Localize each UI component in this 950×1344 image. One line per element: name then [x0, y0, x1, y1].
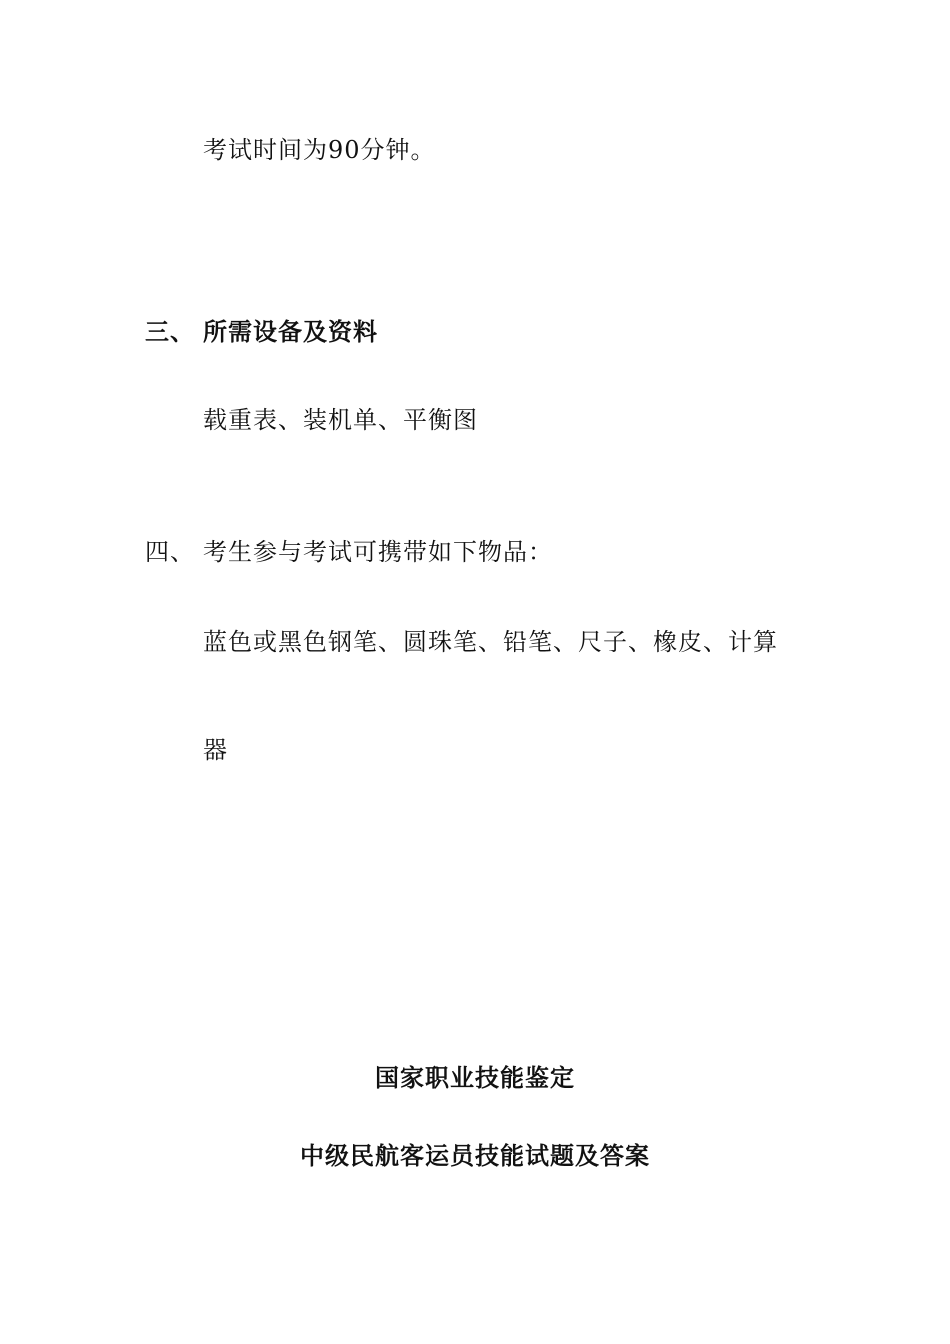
section-3-title: 所需设备及资料: [203, 317, 378, 346]
exam-time-text: 考试时间为90分钟。: [203, 136, 436, 164]
footer-title-2: 中级民航客运员技能试题及答案: [300, 1141, 650, 1170]
footer-title-1: 国家职业技能鉴定: [375, 1063, 575, 1092]
section-3-content: 载重表、装机单、平衡图: [203, 406, 478, 434]
section-4-number: 四、: [145, 538, 195, 566]
section-4-content-line-1: 蓝色或黑色钢笔、圆珠笔、铅笔、尺子、橡皮、计算: [203, 628, 778, 656]
section-4-content-line-2: 器: [203, 736, 228, 764]
section-3-number: 三、: [145, 317, 195, 346]
section-4-title: 考生参与考试可携带如下物品：: [203, 538, 553, 566]
